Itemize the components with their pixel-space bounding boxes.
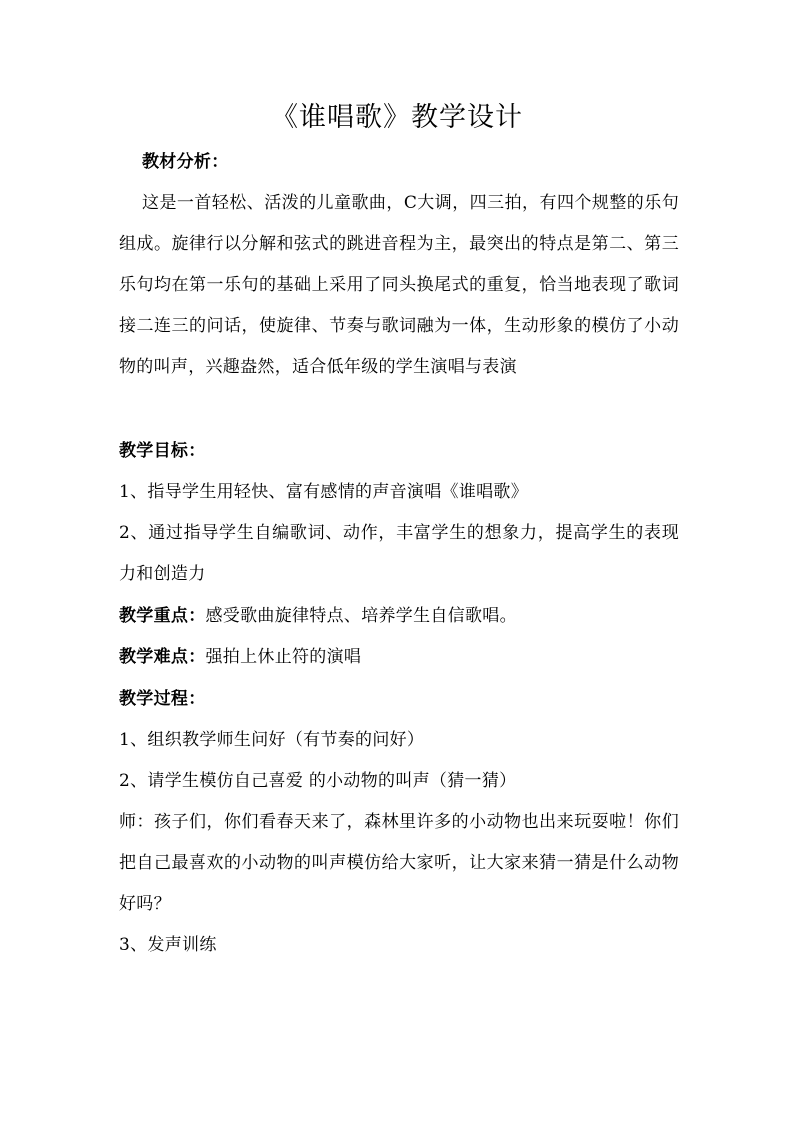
analysis-heading: 教材分析： bbox=[142, 152, 229, 172]
process-item-1: 1、组织教学师生问好（有节奏的问好） bbox=[119, 730, 425, 750]
key-point-section bbox=[119, 596, 679, 678]
process-heading: 教学过程： bbox=[119, 689, 206, 709]
analysis-paragraph: 这是一首轻松、活泼的儿童歌曲，C大调，四三拍，有四个规整的乐句组成。旋律行以分解和弦式的跳进音程为主，最突出的特点是第二、第三乐句均在第一乐句的基础上采用了同头换尾式的重复，恰当地表现了歌词接二连三的问话，使旋律、节奏与歌词融为一体，生动形象的模仿了小动物的叫声，兴趣盎然，适合低年级的学生演唱与表演 bbox=[119, 193, 679, 377]
difficulty-label: 教学难点： bbox=[119, 647, 206, 667]
difficulty-text: 强拍上休止符的演唱 bbox=[205, 647, 362, 667]
key-point-text: 感受歌曲旋律特点、培养学生自信歌唱。 bbox=[205, 606, 517, 626]
process-section bbox=[119, 679, 679, 966]
process-item-3: 3、发声训练 bbox=[119, 935, 217, 955]
goal-item-1: 1、指导学生用轻快、富有感情的声音演唱《谁唱歌》 bbox=[119, 482, 529, 502]
key-point-label: 教学重点： bbox=[119, 606, 206, 626]
process-teacher-speech: 师：孩子们，你们看春天来了，森林里许多的小动物也出来玩耍啦！你们把自己最喜欢的小动物的叫声模仿给大家听，让大家来猜一猜是什么动物好吗？ bbox=[119, 812, 679, 914]
goals-heading: 教学目标： bbox=[119, 441, 206, 461]
goal-item-2: 2、通过指导学生自编歌词、动作，丰富学生的想象力，提高学生的表现力和创造力 bbox=[119, 523, 679, 584]
goals-section bbox=[119, 431, 679, 595]
difficulty-line bbox=[119, 637, 679, 678]
key-point-line bbox=[119, 596, 679, 637]
document-title: 《谁唱歌》教学设计 bbox=[271, 102, 523, 133]
analysis-section bbox=[119, 142, 679, 388]
process-item-2: 2、请学生模仿自己喜爱 的小动物的叫声（猜一猜） bbox=[119, 771, 517, 791]
